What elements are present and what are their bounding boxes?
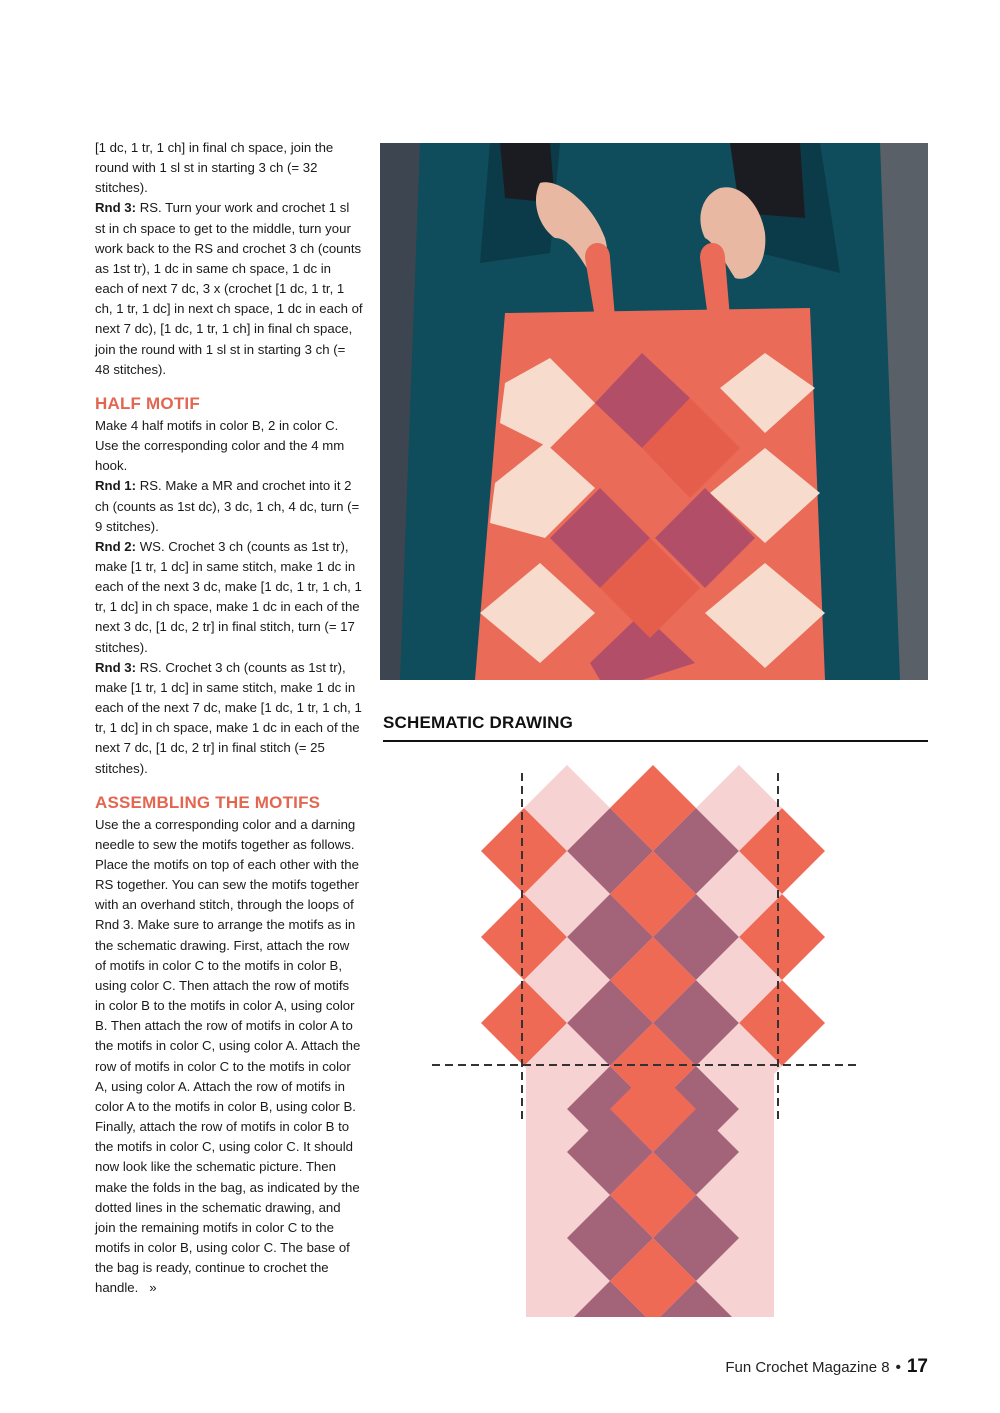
magazine-name: Fun Crochet Magazine 8 (725, 1359, 890, 1376)
rnd-label: Rnd 3: (95, 659, 137, 675)
continue-mark: » (149, 1280, 157, 1296)
rnd-text: RS. Crochet 3 ch (counts as 1st tr), make [1 tr, 1 dc] in same stitch, make 1 dc in each of the next 7 dc, make [1 dc, 1 tr, 1 ch, 1 tr, 1 dc] in ch space, make 1 dc in each of the next 7 dc, [1 dc, 2 tr] in final stitch (= 25 stitches). (95, 659, 362, 776)
paragraph-rnd3 (95, 198, 363, 379)
page-number: 17 (906, 1356, 928, 1377)
assembling-text (95, 815, 363, 1299)
heading-half-motif: HALF MOTIF (95, 393, 200, 413)
assembling-body: Use the a corresponding color and a darning needle to sew the motifs together as follows. Place the motifs on top of each other with the RS together. You can sew the motifs together with an overhand stitch, through the loops of Rnd 3. Make sure to arrange the motifs as in the schematic drawing. First, attach the row of motifs in color C to the motifs in color B, using color C. Then attach the row of motifs in color B to the motifs in color A, using color B. Then attach the row of motifs in color A to the motifs in color C, using color A. Attach the row of motifs in color C to the motifs in color A, using color A. Attach the row of motifs in color A to the motifs in color B, using color B. Finally, attach the row of motifs in color B to the motifs in color C, using color C. It should now look like the schematic picture. Then make the folds in the bag, as indicated by the dotted lines in the schematic drawing, and join the remaining motifs in color C to the motifs in color B, using color C. The base of the bag is ready, continue to crochet the handle. (95, 816, 361, 1296)
half-motif-intro: Make 4 half motifs in color B, 2 in color C. Use the corresponding color and the 4 mm hook. (95, 417, 345, 474)
schematic-title: SCHEMATIC DRAWING (383, 713, 928, 742)
schematic-svg (420, 765, 880, 1330)
instructions-column (95, 138, 363, 1298)
heading-assembling: ASSEMBLING THE MOTIFS (95, 792, 321, 812)
half-motif-rnd3 (95, 658, 363, 779)
half-motif-rnd2 (95, 537, 363, 658)
footer-bullet: • (895, 1359, 901, 1376)
rnd-text: RS. Turn your work and crochet 1 sl st in ch space to get to the middle, turn your work back to the RS and crochet 3 ch (counts as 1st tr), 1 dc in same ch space, 1 dc in each of next 7 dc, 3 x (crochet [1 dc, 1 tr, 1 ch, 1 tr, 1 dc] in next ch space, 1 dc in each of next 7 dc), [1 dc, 1 tr, 1 ch] in final ch space, join the round with 1 sl st in starting 3 ch (= 48 stitches). (95, 200, 363, 377)
schematic-drawing (420, 765, 880, 1330)
rnd-label: Rnd 2: (95, 538, 137, 554)
paragraph-continued: [1 dc, 1 tr, 1 ch] in final ch space, join the round with 1 sl st in starting 3 ch (= 32 stitches). (95, 140, 334, 196)
rnd-label: Rnd 3: (95, 200, 137, 216)
rnd-text: WS. Crochet 3 ch (counts as 1st tr), make [1 tr, 1 dc] in same stitch, make 1 dc in each of the next 3 dc, make [1 dc, 1 tr, 1 ch, 1 tr, 1 dc] in ch space, make 1 dc in each of the next 3 dc, [1 dc, 2 tr] in final stitch, turn (= 17 stitches). (95, 538, 362, 655)
schematic-bottom-clip (420, 1317, 880, 1330)
half-motif-rnd1 (95, 476, 363, 536)
rnd-text: RS. Make a MR and crochet into it 2 ch (counts as 1st dc), 3 dc, 1 ch, 4 dc, turn (= 9 stitches). (95, 478, 360, 534)
bag-body (475, 308, 825, 680)
bag-photo (380, 143, 928, 680)
bag-photo-illustration (380, 143, 928, 680)
page-footer (725, 1356, 928, 1378)
rnd-label: Rnd 1: (95, 478, 137, 494)
